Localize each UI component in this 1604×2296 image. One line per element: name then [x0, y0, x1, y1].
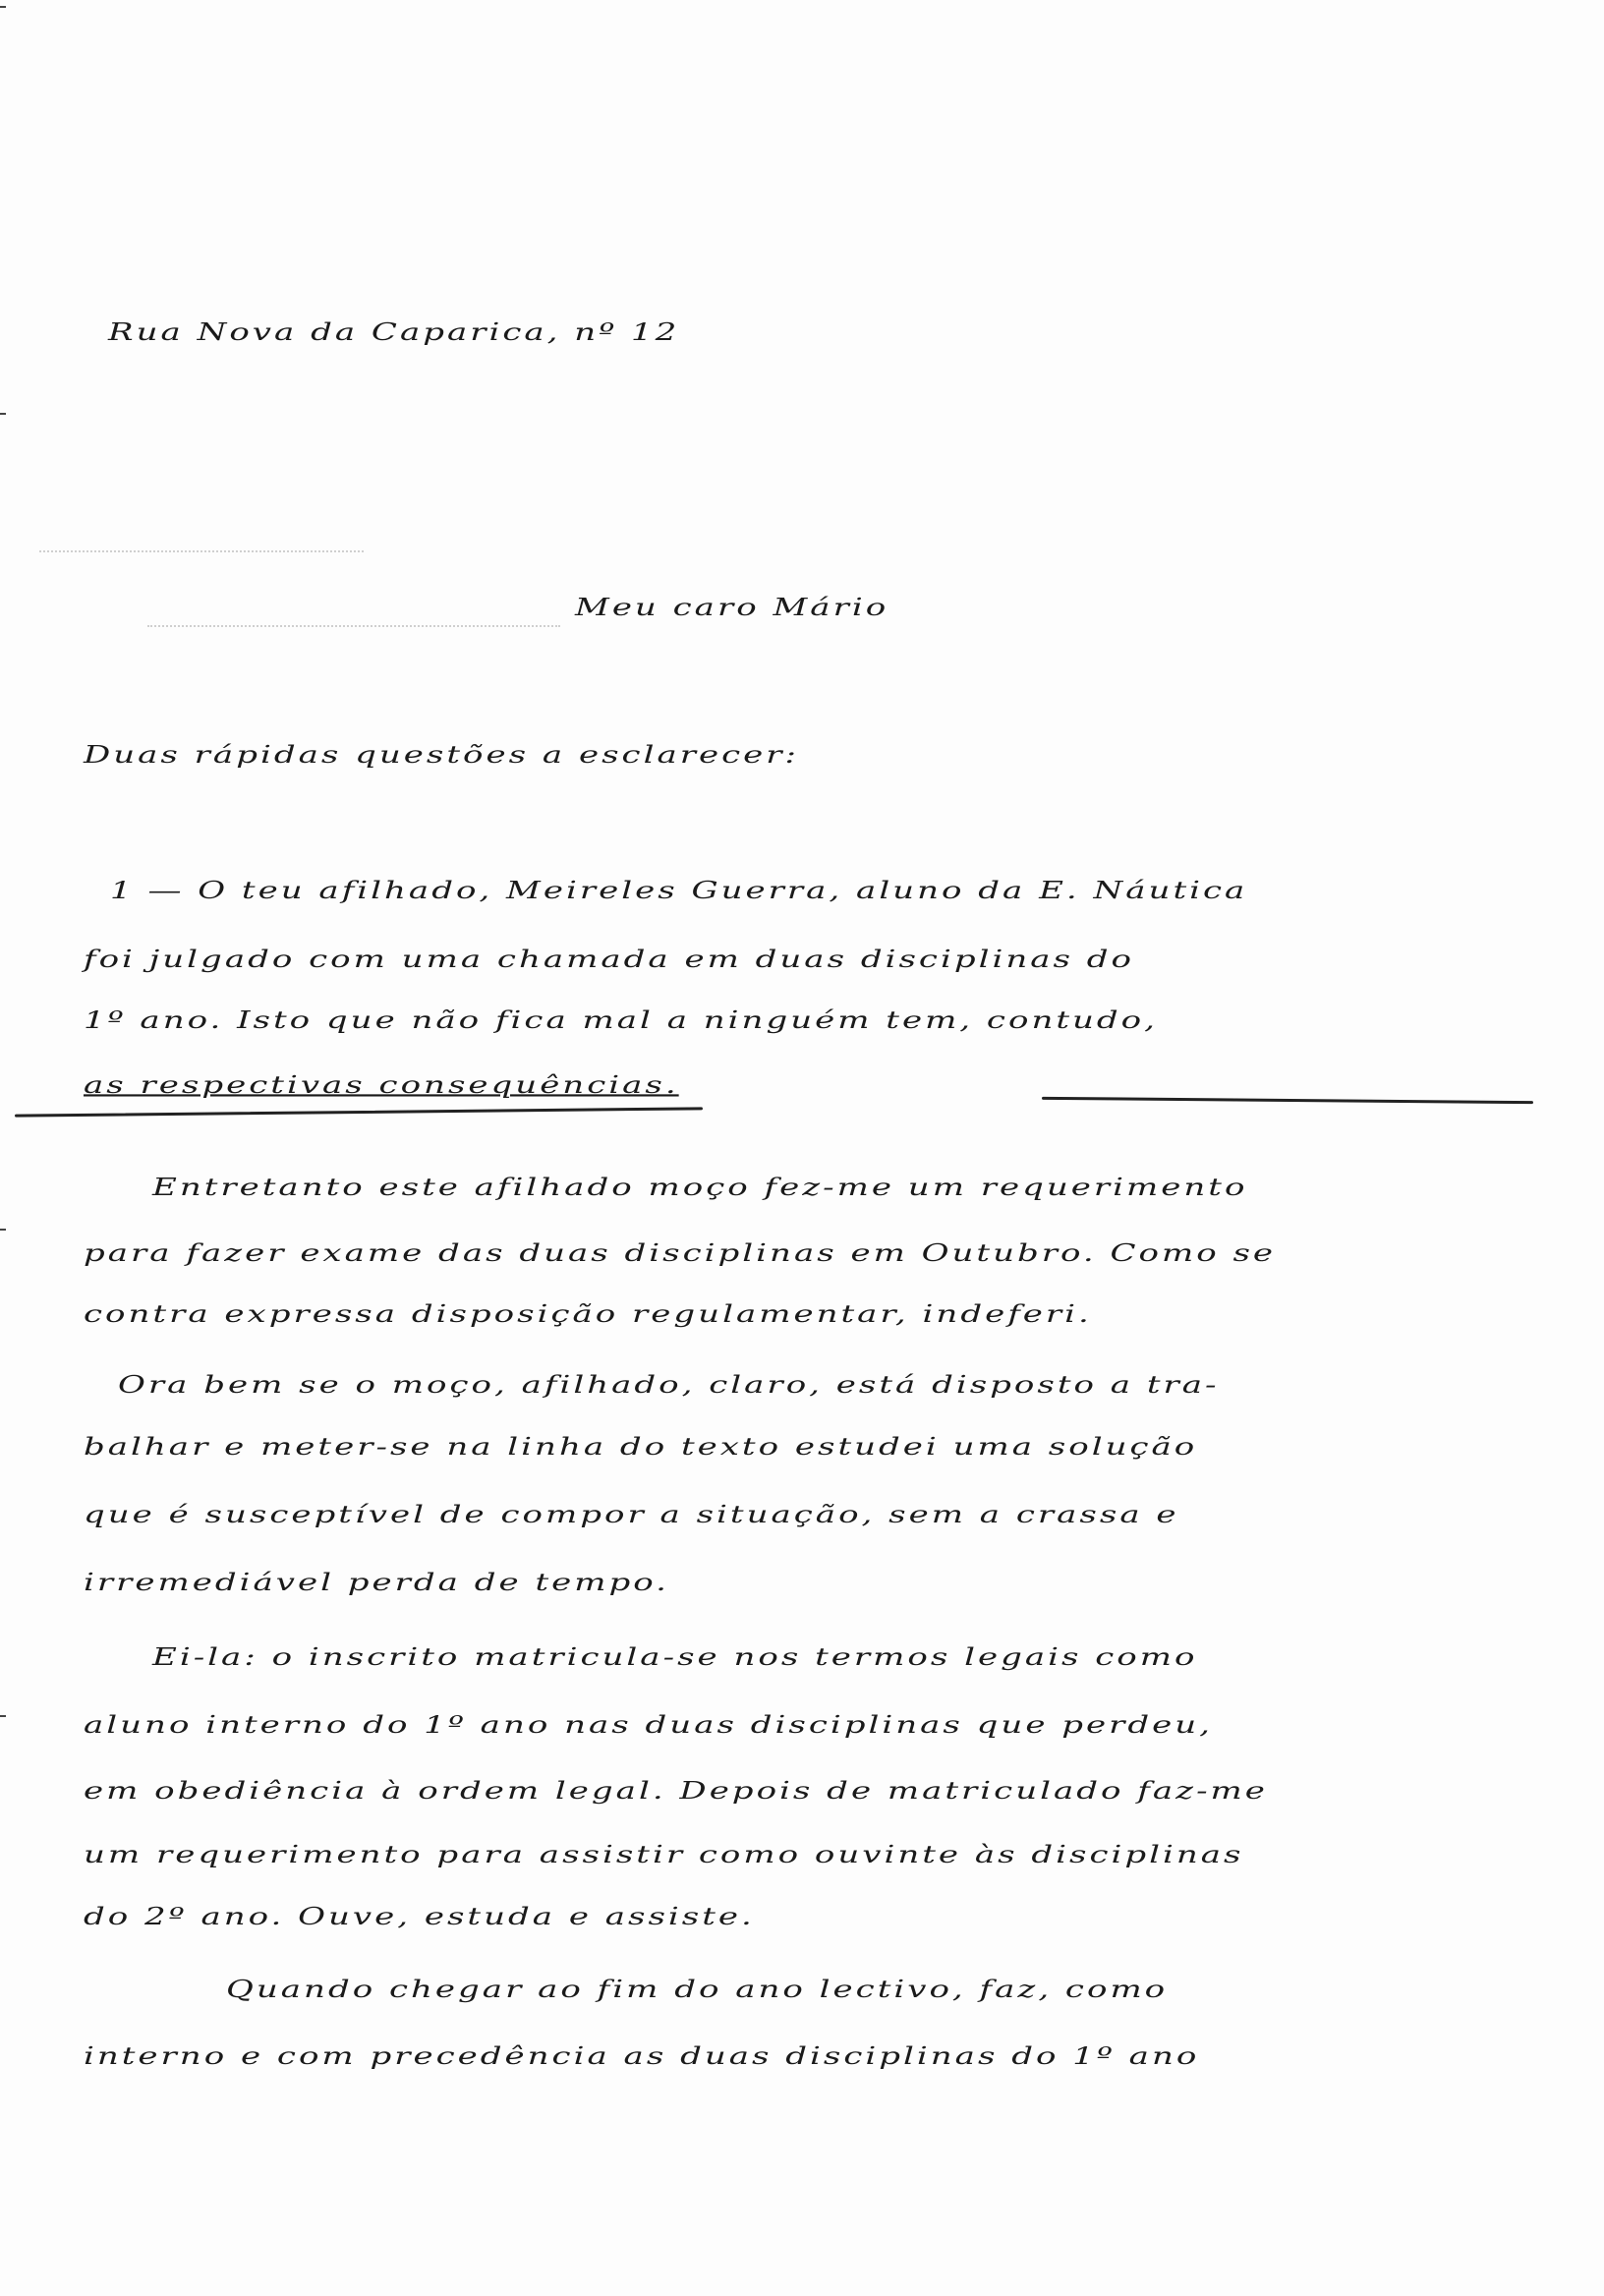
paragraph-3-line: Ora bem se o moço, afilhado, claro, está disposto a tra-	[118, 1370, 1220, 1400]
scan-edge-mark	[0, 1715, 6, 1717]
scan-edge-mark	[0, 1229, 6, 1231]
paragraph-5-line: Quando chegar ao fim do ano lectivo, faz, como	[226, 1975, 1169, 2004]
paragraph-1-line: 1º ano. Isto que não fica mal a ninguém tem, contudo,	[84, 1005, 1158, 1035]
paragraph-3-line: que é susceptível de compor a situação, sem a crassa e	[84, 1500, 1179, 1529]
address-line: Rua Nova da Caparica, nº 12	[108, 317, 680, 347]
paragraph-2-line: contra expressa disposição regulamentar, indeferi.	[84, 1299, 1092, 1329]
paragraph-4-line: do 2º ano. Ouve, estuda e assiste.	[84, 1902, 755, 1931]
paragraph-2-line: Entretanto este afilhado moço fez-me um requerimento	[152, 1173, 1248, 1202]
paragraph-2-line: para fazer exame das duas disciplinas em Outubro. Como se	[84, 1238, 1277, 1268]
scan-edge-mark	[0, 413, 6, 415]
paragraph-1-line: foi julgado com uma chamada em duas disciplinas do	[84, 945, 1134, 974]
paragraph-4-line: em obediência à ordem legal. Depois de matriculado faz-me	[84, 1776, 1268, 1806]
paragraph-5-line: interno e com precedência as duas disciplinas do 1º ano	[84, 2041, 1200, 2071]
intro-line: Duas rápidas questões a esclarecer:	[84, 740, 799, 770]
faint-line	[147, 625, 560, 627]
paragraph-3-line: irremediável perda de tempo.	[84, 1568, 669, 1597]
paragraph-3-line: balhar e meter-se na linha do texto estudei uma solução	[84, 1432, 1198, 1462]
paragraph-4-line: um requerimento para assistir como ouvinte às disciplinas	[84, 1840, 1244, 1869]
separator-rule	[15, 1107, 703, 1117]
paragraph-4-line: aluno interno do 1º ano nas duas disciplinas que perdeu,	[84, 1710, 1213, 1740]
paragraph-4-line: Ei-la: o inscrito matricula-se nos termos legais como	[152, 1642, 1198, 1672]
scan-edge-mark	[0, 6, 6, 8]
paragraph-1-line: as respectivas consequências.	[84, 1070, 679, 1100]
paragraph-1-line: 1 — O teu afilhado, Meireles Guerra, aluno da E. Náutica	[110, 876, 1248, 905]
salutation: Meu caro Mário	[575, 593, 889, 622]
faint-line	[39, 550, 364, 552]
separator-rule	[1042, 1097, 1533, 1104]
